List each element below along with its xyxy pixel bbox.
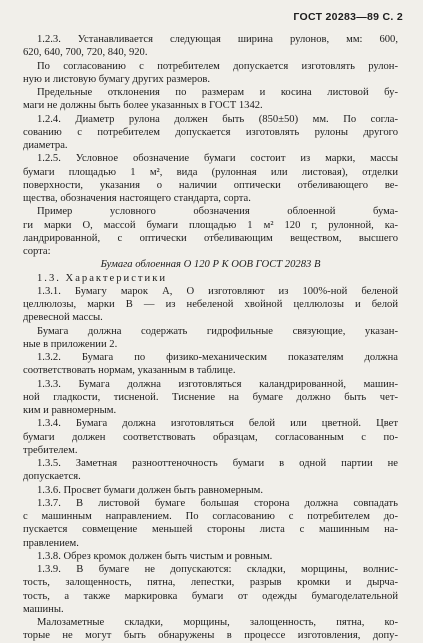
text-line: с машинным направлением. По согласованию с потребителем до- — [23, 511, 398, 522]
text-line: 620, 640, 700, 720, 840, 920. — [23, 47, 148, 59]
text-line: щества, обозначения настоящего стандарта, сорта. — [23, 193, 251, 204]
text-line: сованию с потребителем допускается изготовлять рулоны другого — [23, 126, 398, 138]
text-line: тость, залощенность, пятна, лепестки, разрыв кромки и дырча- — [23, 577, 398, 589]
text-line: бумаги должен соответствовать образцам, согласованным с по- — [23, 431, 398, 443]
text-line: маги не должны быть более указанных в ГОСТ 1342. — [23, 100, 263, 112]
text-line: ким и равномерным. — [23, 405, 117, 416]
text-line: диаметра. — [23, 140, 68, 151]
text-line: 1.3.8. Обрез кромок должен быть чистым и ровным. — [37, 550, 273, 562]
text-line: ные в приложении 2. — [23, 338, 118, 350]
text-line: бумаги площадью 1 м², вида (рулонная или листовая), отделки — [23, 166, 398, 178]
text-line: поверхности, указания о наличии оптически отбеливающего ве- — [23, 179, 398, 191]
text-line: пускается совмещение меньшей стороны листа с машинным на- — [23, 524, 398, 536]
text-line: 1.3.1. Бумагу марок А, О изготовляют из 100%-ной беленой — [37, 285, 398, 297]
document-body — [23, 33, 398, 643]
text-line: древесной массы. — [23, 312, 103, 324]
text-line: 1.2.3. Устанавливается следующая ширина рулонов, мм: 600, — [37, 34, 398, 45]
text-line: целлюлозы, марки В — из небеленой хвойной целлюлозы и белой — [23, 299, 398, 310]
text-line: Бумага должна содержать гидрофильные связующие, указан- — [37, 325, 398, 337]
text-line: ландрированной, с оптически отбеливающим веществом, высшего — [23, 232, 398, 244]
text-line: 1.2.4. Диаметр рулона должен быть (850±50) мм. По согла- — [37, 113, 398, 125]
text-line: тость, а также маркировка бумаги от одежды бумагоделательной — [23, 590, 398, 602]
text-line: 1.3.5. Заметная разнооттеночность бумаги в одной партии не — [37, 458, 398, 469]
text-line: машины. — [23, 603, 64, 615]
section-heading: 1.3. Характеристики — [37, 272, 168, 284]
text-line: соответствовать нормам, указанным в таблице. — [23, 365, 236, 377]
text-line: сорта: — [23, 246, 51, 257]
text-line: 1.3.6. Просвет бумаги должен быть равномерным. — [37, 484, 264, 496]
text-line: торые не могут быть обнаружены в процессе изготовления, допу- — [23, 630, 398, 642]
text-line: 1.3.9. В бумаге не допускаются: складки, морщины, волнис- — [37, 564, 398, 575]
text-line: требителем. — [23, 444, 78, 456]
text-line: допускается. — [23, 471, 81, 483]
text-line: 1.3.2. Бумага по физико-механическим показателям должна — [37, 352, 398, 363]
page-header: ГОСТ 20283—89 С. 2 — [293, 11, 403, 23]
text-line: 1.3.7. В листовой бумаге большая сторона должна совпадать — [37, 497, 398, 509]
text-line: ной гладкости, тисненой. Тиснение на бумаге должно быть чет- — [23, 391, 398, 403]
text-line: ги марки О, массой бумаги площадью 1 м² 120 г, рулонной, ка- — [23, 219, 398, 231]
text-line: По согласованию с потребителем допускается изготовлять рулон- — [37, 60, 398, 72]
text-line: 1.3.4. Бумага должна изготовляться белой или цветной. Цвет — [37, 418, 398, 430]
text-line: Предельные отклонения по размерам и косина листовой бу- — [37, 87, 398, 98]
text-line: 1.3.3. Бумага должна изготовляться каландрированной, машин- — [37, 378, 398, 390]
text-line: Пример условного обозначения облоенной бума- — [37, 206, 398, 218]
designation-example: Бумага облоенная О 120 Р К ООВ ГОСТ 20283 В — [100, 259, 321, 271]
text-line: правлением. — [23, 537, 79, 549]
text-line: Малозаметные складки, морщины, залощенность, пятна, ко- — [37, 617, 398, 628]
text-line: 1.2.5. Условное обозначение бумаги состоит из марки, массы — [37, 153, 398, 165]
text-line: ную и листовую бумагу других размеров. — [23, 73, 211, 85]
